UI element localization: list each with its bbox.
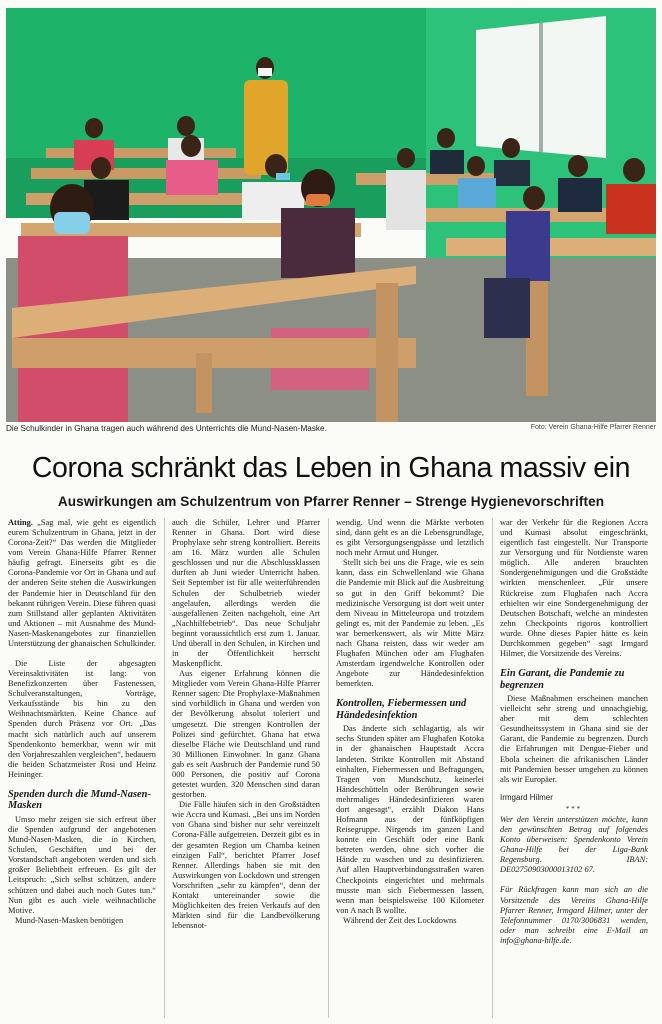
paragraph: Umso mehr zeigen sie sich erfreut über die Spenden aufgrund der angebotenen Mund-Nasen-Masken, die in Kirchen, Schulen, Geschäften und bei der Vorstandschaft angeboten werden und sich großer Beliebtheit erfreuen. Es gilt der Leitspruch: „Sich selbst schützen, andere schützen und dabei auch noch Gutes tun.“ Nun gibt es auch viele weihnachtliche Motive.: [8, 814, 156, 915]
paragraph: Die Liste der abgesagten Vereinsaktivitäten ist lang: von Benefizkonzerten über Fastenessen, Schulveranstaltungen, Vorträge, Verkaufsstände bis hin zu den Weihnachtsmärkten. Keine Chance auf Spenden durch Präsenz vor Ort. „Das macht sich natürlich auch auf unserem Spendenkonto bemerkbar, wenn wir mit den Vorjahreszahlen vergleichen“, bedauern die beiden Schatzmeister Rosi und Heinz Heininger.: [8, 659, 156, 779]
contact-info: Für Rückfragen kann man sich an die Vorsitzende des Vereins Ghana-Hilfe Pfarrer Renner, Irmgard Hilmer, unter der Telefonnummer 0170/3006831 wenden, oder man schreibt eine E-Mail an info@ghana-hilfe.de.: [500, 885, 648, 945]
paragraph: Die Fälle häufen sich in den Großstädten wie Accra und Kumasi. „Bei uns im Norden von Ghana sind bisher nur sehr vereinzelt Corona-Fälle aufgetreten. Derzeit gibt es in der gesamten Region um Chamba keinen einzigen Fall“, berichtet Pfarrer Josef Renner. Allerdings haben sie mit den Auswirkungen von Lockdown und strengen Vorschriften „sehr zu kämpfen“, denn der Kontakt untereinander sowie die Möglichkeiten des freien Verkaufs auf den Märkten sind für die Landbevölkerung lebensnot-: [172, 800, 320, 931]
right-desk-front: [446, 238, 656, 256]
paragraph: Stellt sich bei uns die Frage, wie es sein kann, dass ein Schwellenland wie Ghana die Pandemie mit Blick auf die Ausbreitung so gut in den Griff bekommt? Die medizinische Versorgung ist dort weit unter dem Niveau in Mitteleuropa und trotzdem gelingt es, mit der Pandemie zu leben. „Es war bemerkenswert, als wir Mitte März nach Ghana reisten, dass wir weder am Flughafen München oder am Flughafen Amsterdam irgendwelche Kontrollen oder Angebote zur Händedesinfektion bemerkten.: [336, 558, 484, 689]
column-divider: [164, 518, 165, 1018]
article-photo: [6, 8, 656, 422]
subhead: Spenden durch die Mund-Nasen-Masken: [8, 788, 151, 812]
column-divider: [492, 518, 493, 1018]
subhead: Ein Garant, die Pandemie zu begrenzen: [500, 668, 625, 691]
paragraph: Während der Zeit des Lockdowns: [343, 915, 457, 925]
dateline: Atting.: [8, 518, 33, 527]
article-headline: Corona schränkt das Leben in Ghana massiv ein: [31, 452, 631, 484]
middle-girl-top: [281, 208, 355, 278]
photo-credit: Foto: Verein Ghana-Hilfe Pfarrer Renner: [530, 424, 656, 431]
paragraph: auch die Schüler, Lehrer und Pfarrer Renner in Ghana. Dort wird diese Prophylaxe sehr streng kontrolliert. Bereits am 16. März wurden alle Schulen geschlossen und nur die Abschlussklassen durften ab Juni wieder Unterricht haben. Seit September ist für alle weiterführenden Schulen der Schulbetrieb wieder angelaufen, allerdings werden die ausgefallenen Zeiten nachgeholt, eine Art „Nachhilfebetrieb“. Das neue Schuljahr beginnt voraussichtlich erst zum 1. Januar. Und überall in den Schulen, in Kirchen und in der Öffentlichkeit herrscht Maskenpflicht.: [172, 518, 320, 669]
paragraph: Diese Maßnahmen erscheinen manchen vielleicht sehr streng und unnachgiebig, aber mit dem schlechten Gesundheitssystem in Ghana sind sie der Garant, die Pandemie zu begrenzen. Durch die Erfahrungen mit Dengue-Fieber und Ebola scheinen die afrikanischen Länder mit Pandemien besser umgehen zu können als wir Europäer.: [500, 694, 648, 784]
front-desk-apron: [12, 338, 416, 368]
caption-row: [6, 424, 656, 438]
paragraph: Das änderte sich schlagartig, als wir sechs Stunden später am Flughafen Kotoka in der ghanaischen Hauptstadt Accra landeten. Strikte Kontrollen mit Abstand einhalten, Fiebermessen und Befragungen, Tragen von Mundschutz, keinerlei Händeschütteln oder Berührungen sowie mehrmaliges Händedesinfizieren waren dort angesagt“, erzählt Diakon Hans Hofmann aus der fünfköpfigen Reisegruppe. Nirgends im ganzen Land konnte ein Geschäft oder eine Bank betreten werden, ohne sich vorher die Hände zu waschen und zu desinfizieren. Auf allen Hauptverbindungsstraßen waren Checkpoints eingerichtet und mehrmals musste man sich Fiebermessen lassen, wenn man beispielsweise 100 Kilometer von A nach B wollte.: [336, 724, 484, 915]
separator-stars: ***: [565, 804, 583, 813]
column-2: [172, 518, 320, 1018]
column-divider: [328, 518, 329, 1018]
paragraph: wendig. Und wenn die Märkte verboten sind, dann geht es an die Lebensgrundlage, es gibt Versorgungsengpässe und letztlich noch mehr Armut und Hunger.: [336, 518, 484, 558]
back-bench-2: [31, 168, 261, 179]
teacher-mask: [258, 68, 272, 76]
author-byline: Irmgard Hilmer: [500, 792, 553, 802]
subhead: Kontrollen, Fiebermessen und Händedesinfektion: [336, 698, 467, 721]
column-3: [336, 518, 484, 1018]
column-4: [500, 518, 648, 1018]
donation-info: Wer den Verein unterstützen möchte, kann den gewünschten Betrag auf folgendes Konto überweisen: Spendenkonto Verein Ghana-Hilfe bei der Liga-Bank Regensburg. IBAN: DE02750903000013102 67.: [500, 814, 648, 875]
paragraph: war der Verkehr für die Regionen Accra und Kumasi absolut eingeschränkt, eigentlich fast eingestellt. Nur Transporte zur Versorgung und für Notdienste waren möglich. Alle anderen brauchten Sondergenehmigungen und die Großstädte wirkten menschenleer. „Für unsere Rückreise zum Flughafen nach Accra erhielten wir eine Sondergenehmigung der Deutschen Botschaft, welche an mindesten zehn Checkpoints rigoros kontrolliert wurde. Ohne dieses Papier hätte es kein Durchkommen gegeben“ sagt Irmgard Hilmer, die Vorsitzende des Vereins.: [500, 518, 648, 659]
classroom-illustration: [6, 8, 656, 422]
paragraph: [8, 518, 156, 649]
paragraph: Mund-Nasen-Masken benötigen: [15, 915, 124, 925]
paragraph-text: „Sag mal, wie geht es eigentlich eurem Schulzentrum in Ghana, jetzt in der Corona-Zeit?“ Das werden die Mitglieder vom Verein Ghana-Hilfe Pfarrer Renner häufig gefragt. Einerseits gibt es die Corona-Pandemie vor Ort in Ghana und auf der anderen Seite stehen die Auswirkungen der Pandemie hier in Deutschland für den bekannt rührigen Verein. Diese führen quasi zum Stillstand aller geplanten Aktivitäten und Aktionen – mit Ausnahme des Mund-Nasen-Maskenangebotes zur finanziellen Unterstützung der ghanaischen Schulkinder.: [8, 518, 156, 648]
paragraph: Aus eigener Erfahrung können die Mitglieder vom Verein Ghana-Hilfe Pfarrer Renner sagen: Die Prophylaxe-Maßnahmen sind vorbildlich in Ghana und werden von der Bevölkerung absolut toleriert und umgesetzt. Die strengen Kontrollen der Polizei sind gefürchtet. Ghana hat etwa dieselbe Fläche wie Deutschland und rund 30 Millionen Einwohner. In ganz Ghana gab es seit Ausbruch der Pandemie rund 50 000 Personen, die positiv auf Corona getestet wurden. 320 Menschen sind daran gestorben.: [172, 669, 320, 800]
middle-girl-mask: [306, 194, 330, 206]
front-desk-leg-right: [376, 283, 398, 422]
article-subheadline: Auswirkungen am Schulzentrum von Pfarrer Renner – Strenge Hygienevorschriften: [57, 494, 605, 509]
front-desk-leg-left: [196, 353, 212, 413]
photo-caption: Die Schulkinder in Ghana tragen auch während des Unterrichts die Mund-Nasen-Maske.: [6, 424, 327, 433]
front-girl-mask: [54, 212, 90, 234]
column-1: [8, 518, 156, 1018]
